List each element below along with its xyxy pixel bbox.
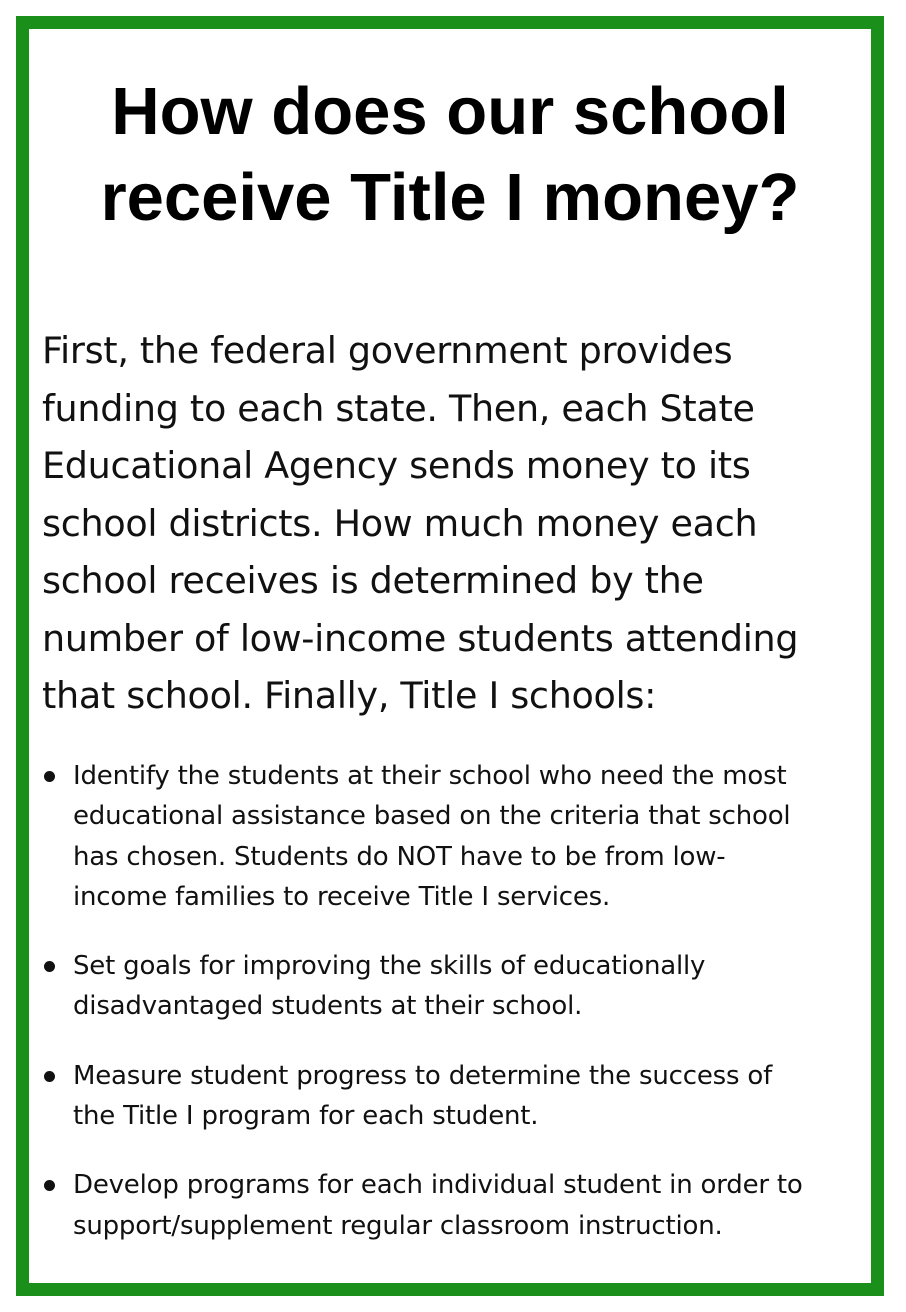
list-item-line: Develop programs for each individual student in order to xyxy=(73,1170,803,1201)
bullet-icon xyxy=(44,1180,55,1191)
green-border-frame xyxy=(16,16,884,1296)
intro-line: school districts. How much money each xyxy=(42,501,758,545)
list-item-line: educational assistance based on the criteria that school xyxy=(73,801,791,832)
intro-line: First, the federal government provides xyxy=(42,329,733,372)
list-item xyxy=(42,1056,872,1137)
list-item xyxy=(42,756,872,917)
list-item-line: disadvantaged students at their school. xyxy=(73,991,583,1022)
intro-paragraph xyxy=(42,322,872,725)
intro-line: Educational Agency sends money to its xyxy=(42,444,751,487)
list-item-line: the Title I program for each student. xyxy=(73,1101,539,1132)
bullet-list xyxy=(42,756,872,1275)
title-line: receive Title I money? xyxy=(100,160,800,235)
intro-line: that school. Finally, Title I schools: xyxy=(42,674,657,717)
list-item-line: Identify the students at their school who need the most xyxy=(73,761,787,791)
list-item-line: has chosen. Students do NOT have to be from low- xyxy=(73,841,726,872)
intro-line: funding to each state. Then, each State xyxy=(42,386,755,430)
list-item-line: support/supplement regular classroom instruction. xyxy=(73,1210,723,1241)
bullet-icon xyxy=(44,1071,55,1082)
list-item-line: Set goals for improving the skills of educationally xyxy=(73,951,706,982)
bullet-icon xyxy=(44,771,55,782)
intro-line: school receives is determined by the xyxy=(42,559,704,602)
intro-line: number of low-income students attending xyxy=(42,616,799,660)
page-title xyxy=(29,69,871,241)
list-item-line: income families to receive Title I services. xyxy=(73,881,611,912)
bullet-icon xyxy=(44,961,55,972)
list-item xyxy=(42,1165,872,1246)
list-item xyxy=(42,946,872,1027)
list-item-line: Measure student progress to determine the success of xyxy=(73,1060,773,1091)
title-line: How does our school xyxy=(111,74,789,149)
